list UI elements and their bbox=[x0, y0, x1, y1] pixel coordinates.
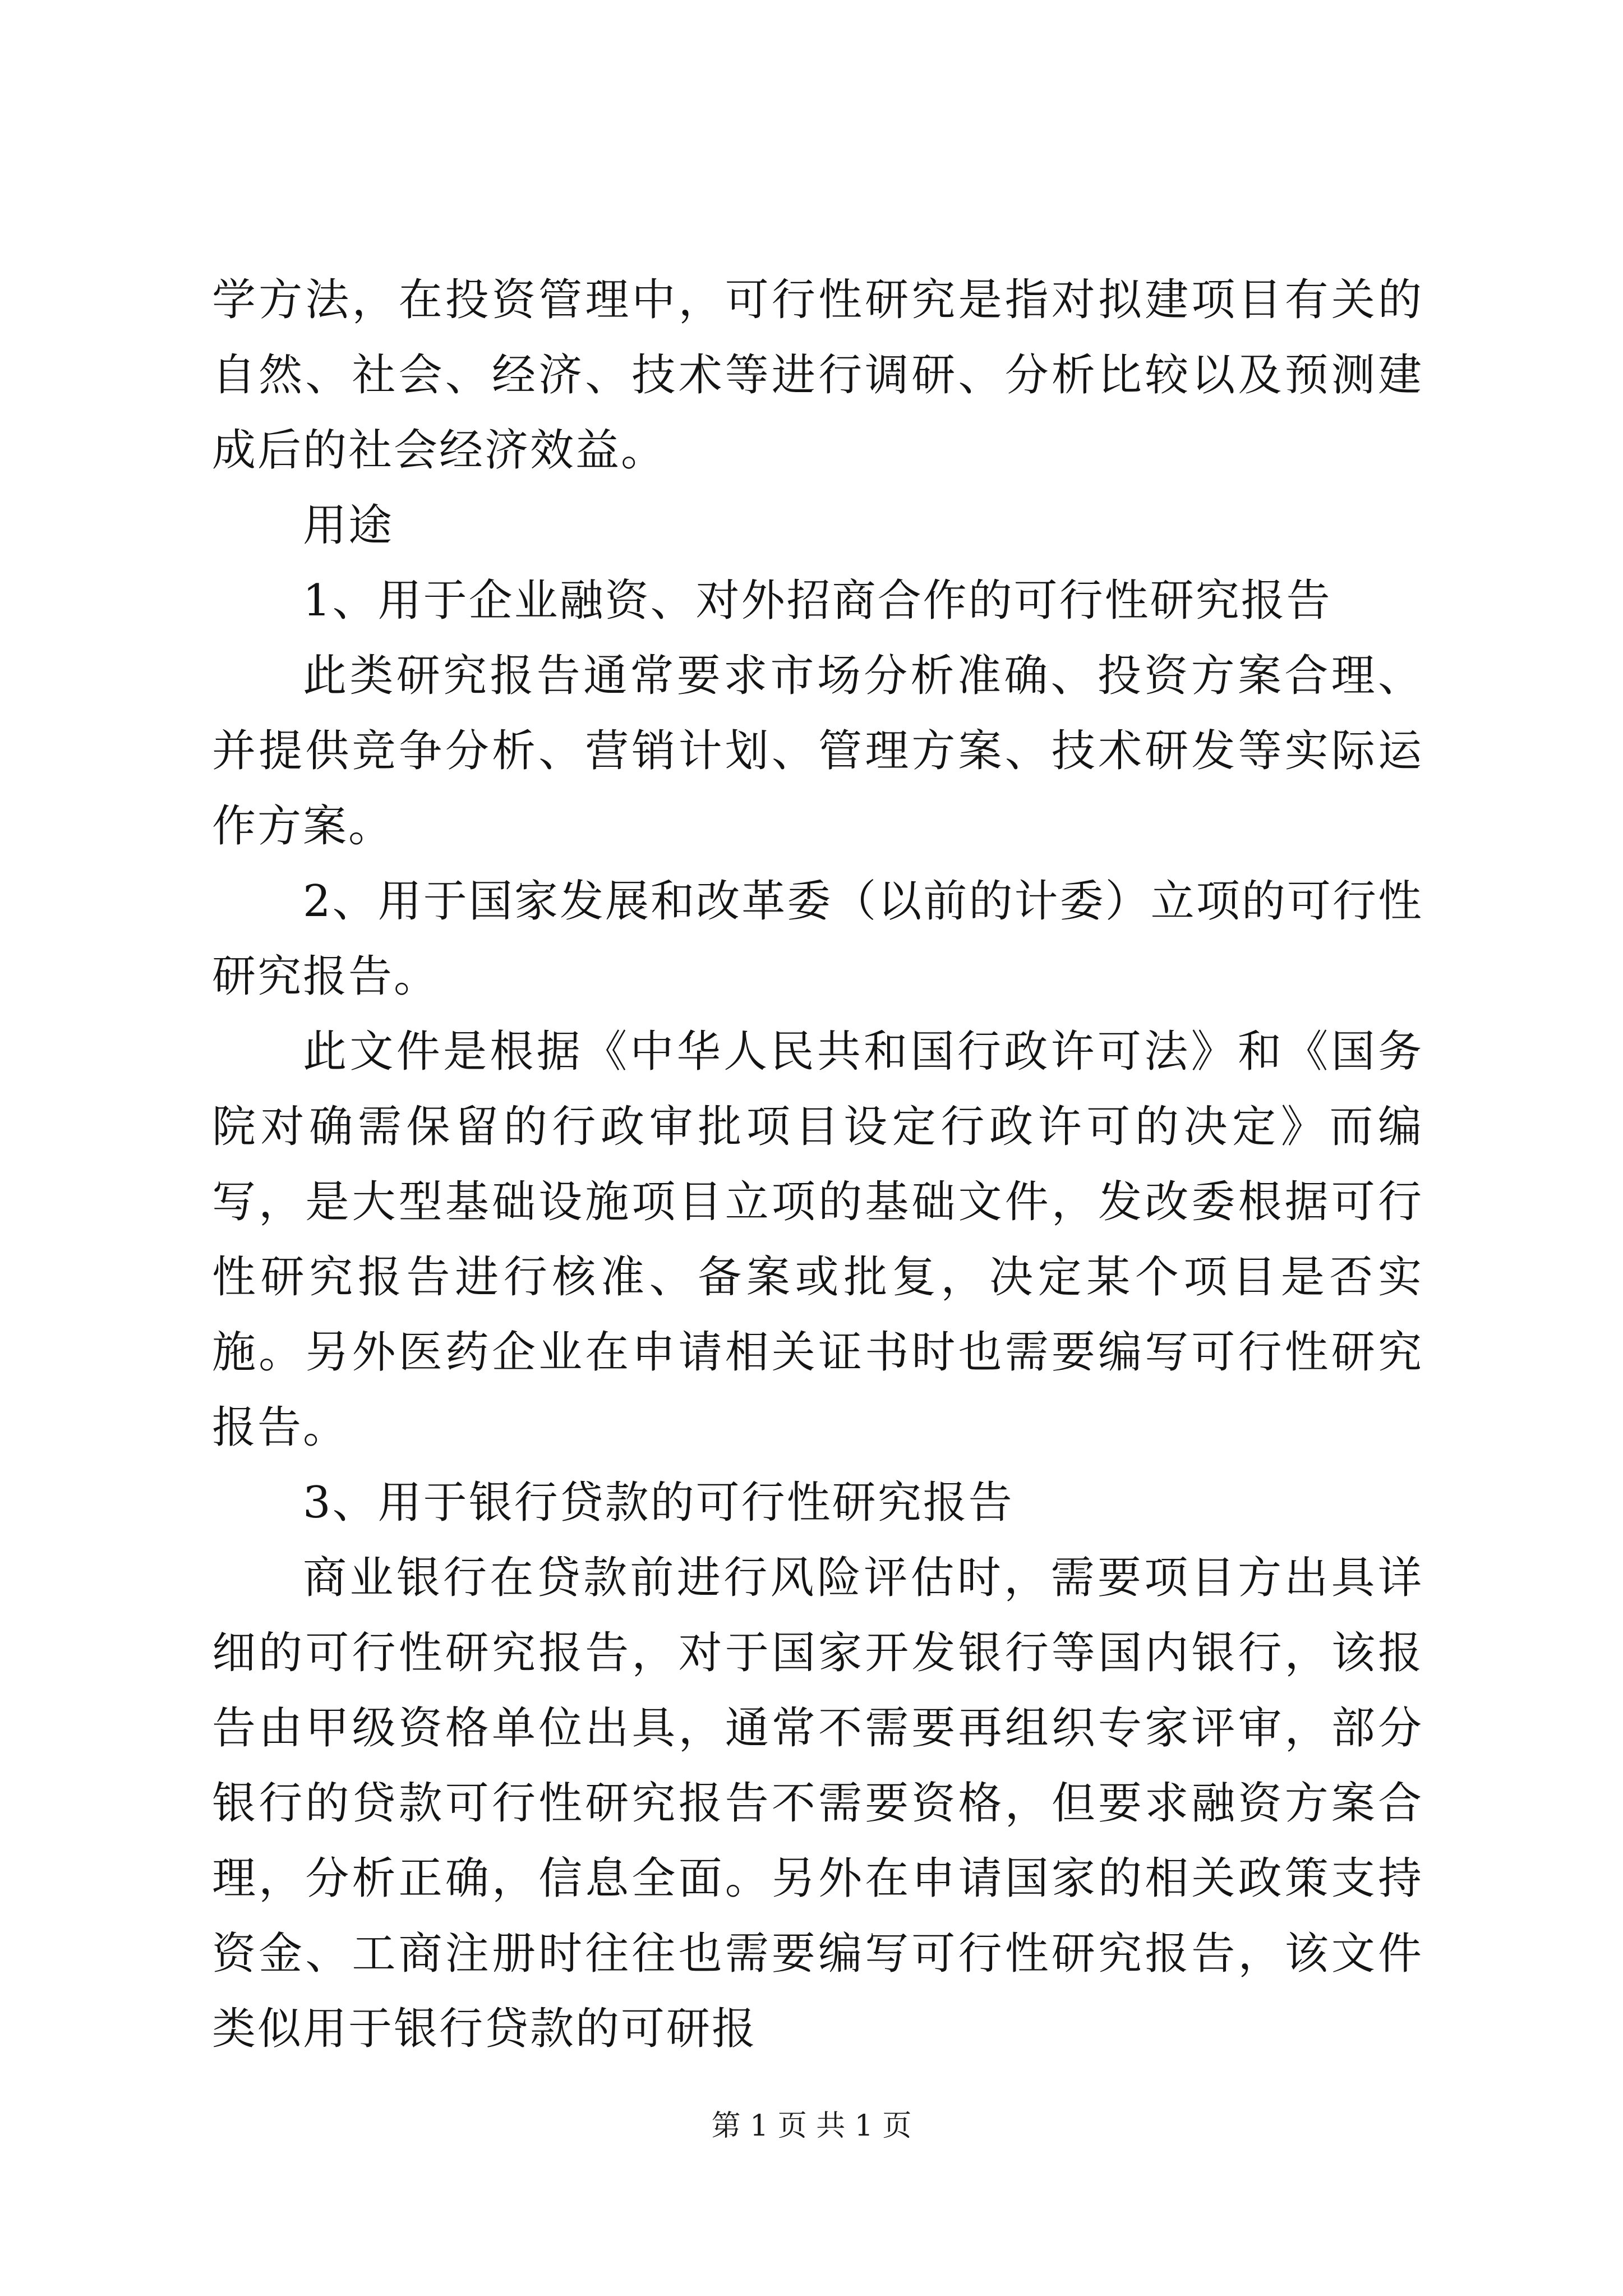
paragraph-use-3-detail: 商业银行在贷款前进行风险评估时，需要项目方出具详细的可行性研究报告，对于国家开发银行等国内银行，该报告由甲级资格单位出具，通常不需要再组织专家评审，部分银行的贷款可行性研究报告不需要资格，但要求融资方案合理，分析正确，信息全面。另外在申请国家的相关政策支持资金、工商注册时往往也需要编写可行性研究报告，该文件类似用于银行贷款的可研报 bbox=[212, 1553, 1423, 2054]
subheading-use-3: 3、用于银行贷款的可行性研究报告 bbox=[303, 1478, 1014, 1528]
heading-uses: 用途 bbox=[303, 500, 394, 551]
paragraph-use-1-detail: 此类研究报告通常要求市场分析准确、投资方案合理、并提供竞争分析、营销计划、管理方案、技术研发等实际运作方案。 bbox=[212, 651, 1423, 852]
paragraph-intro-continued: 学方法，在投资管理中，可行性研究是指对拟建项目有关的自然、社会、经济、技术等进行调研、分析比较以及预测建成后的社会经济效益。 bbox=[212, 275, 1423, 476]
document-body bbox=[212, 263, 1423, 2067]
subheading-use-1: 1、用于企业融资、对外招商合作的可行性研究报告 bbox=[303, 576, 1332, 626]
paragraph-use-2-detail: 此文件是根据《中华人民共和国行政许可法》和《国务院对确需保留的行政审批项目设定行政许可的决定》而编写，是大型基础设施项目立项的基础文件，发改委根据可行性研究报告进行核准、备案或批复，决定某个项目是否实施。另外医药企业在申请相关证书时也需要编写可行性研究报告。 bbox=[212, 1027, 1423, 1453]
subheading-use-2: 2、用于国家发展和改革委（以前的计委）立项的可行性研究报告。 bbox=[212, 876, 1423, 1002]
page-footer: 第 1 页 共 1 页 bbox=[711, 2109, 912, 2143]
